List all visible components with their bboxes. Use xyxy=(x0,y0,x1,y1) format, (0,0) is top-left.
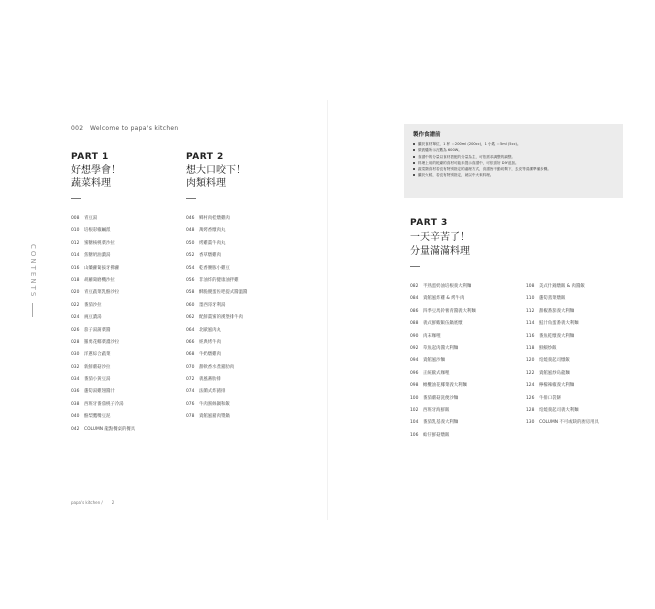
list-item[interactable]: 120 焙燒義起司燉飯 xyxy=(526,358,570,364)
list-item[interactable]: 128 焙燒義起司義大利麵 xyxy=(526,407,579,413)
list-item[interactable]: 122 貴館風炒烏龍麵 xyxy=(526,370,570,376)
list-item[interactable]: 014 焦糖奶油濃湯 xyxy=(71,253,111,259)
bullet-icon xyxy=(413,143,415,145)
note-item: 繼於火候，若沒有特別指定，就以中火來料理。 xyxy=(413,172,551,178)
list-item[interactable]: 116 番魚乾燉義大利麵 xyxy=(526,333,575,339)
list-item[interactable]: 042 COLUMN 龍點餐桌的餐具 xyxy=(71,426,136,432)
list-item[interactable]: 068 牛奶燉雞肉 xyxy=(186,352,221,358)
bullet-icon xyxy=(413,156,415,158)
list-item[interactable]: 032 新鮮蘑菇沙拉 xyxy=(71,364,111,370)
running-header xyxy=(71,125,179,132)
footer-text: papa's kitchen / xyxy=(71,500,103,505)
part3-rule xyxy=(410,266,420,267)
part2-title-line2: 肉類料理 xyxy=(186,178,226,189)
bullet-icon xyxy=(413,168,415,170)
note-item: 繼於食材單位，1 杯 ＝200ml (200cc)，1 小匙 ＝5ml (5cc)。 xyxy=(413,141,551,147)
list-item[interactable]: 118 鮮鰕炒飯 xyxy=(526,345,557,351)
list-item[interactable]: 082 半熟蛋奶油培根義大利麵 xyxy=(410,284,472,289)
part1-title-line2: 蔬菜料理 xyxy=(71,178,111,189)
list-item[interactable]: 100 番茄蘑菇洗便沙麵 xyxy=(410,395,459,401)
list-item[interactable]: 010 培根彩椒鹹派 xyxy=(71,228,111,234)
list-item[interactable]: 056 非油炸的健康油拌雞 xyxy=(186,277,239,283)
list-item[interactable]: 110 蘆筍蒸菜燉飯 xyxy=(526,296,566,302)
list-item[interactable]: 050 烤雞薑牛肉丸 xyxy=(186,240,226,246)
list-item[interactable]: 062 配鮮薑蜜的漢堡排牛肉 xyxy=(186,315,243,321)
list-item[interactable]: 070 甜軟香水煮豬肋肉 xyxy=(186,364,235,370)
list-item[interactable]: 094 貴館風沙麵 xyxy=(410,358,445,364)
list-item[interactable]: 040 酪梨鷹嘴豆泥 xyxy=(71,414,111,420)
notes-box xyxy=(404,124,623,198)
part3-label: PART 3 xyxy=(410,218,448,228)
list-item[interactable]: 046 鄉村肉桂燉雞肉 xyxy=(186,216,230,221)
note-item: 料理上用的乾燥的食材可能未提示食譜中，可依喜好 DIY追加。 xyxy=(413,160,551,166)
bullet-icon xyxy=(413,149,415,151)
part3-title-line2: 分量滿滿料理 xyxy=(410,246,470,257)
list-item[interactable]: 072 義風蕃肋排 xyxy=(186,377,221,383)
list-item[interactable]: 086 四季豆馬鈴薯青醬義大利麵 xyxy=(410,308,476,314)
header-text: Welcome to papa's kitchen xyxy=(89,125,179,132)
part2-rule xyxy=(186,198,196,199)
list-item[interactable]: 076 牛肉蜜絲鍋和飯 xyxy=(186,401,230,407)
part2-label: PART 2 xyxy=(186,152,224,162)
note-item: 微波爐所示瓦數為 600W。 xyxy=(413,147,551,153)
bullet-icon xyxy=(413,174,415,176)
part1-rule xyxy=(71,198,81,199)
list-item[interactable]: 026 茄子湯蒲菜醬 xyxy=(71,327,111,333)
contents-side-label: CONTENTS xyxy=(29,244,37,299)
part3-list-col1 xyxy=(410,281,476,442)
note-item: 蔬菜類食材若沒有特別指定的處理方式，食譜皆不動切剩下，去皮等清潔準備步驟。 xyxy=(413,166,551,172)
list-item[interactable]: 064 北歐風肉丸 xyxy=(186,327,221,333)
list-item[interactable]: 108 美式什錦燉飯 & 肉醬飯 xyxy=(526,284,585,289)
list-item[interactable]: 084 貴館風炸雞 & 烤牛肉 xyxy=(410,296,465,302)
side-divider xyxy=(32,303,33,317)
part1-title-line1: 好想學會！ xyxy=(71,165,121,176)
list-item[interactable]: 060 墨西哥牙利湯 xyxy=(186,302,226,308)
list-item[interactable]: 052 香草燉雞肉 xyxy=(186,253,221,259)
list-item[interactable]: 102 西班牙海鮮飯 xyxy=(410,407,450,413)
page-gutter xyxy=(327,100,328,520)
list-item[interactable]: 126 牛排口袋餅 xyxy=(526,395,561,401)
footer-page-number: 2 xyxy=(111,500,115,505)
page-footer xyxy=(71,500,114,505)
part1-list xyxy=(71,213,135,436)
bullet-icon xyxy=(413,162,415,164)
list-item[interactable]: 124 檸檬辣椒義大利麵 xyxy=(526,383,575,389)
list-item[interactable]: 030 洋蔥綜合蔬菜 xyxy=(71,352,111,358)
list-item[interactable]: 088 義式鮮蝦飯伍鍋底燉 xyxy=(410,321,463,327)
list-item[interactable]: 048 萬烤香燉肉丸 xyxy=(186,228,226,234)
list-item[interactable]: 112 甜椒番茄義大利麵 xyxy=(526,308,575,314)
list-item[interactable]: 096 正統歐式咖哩 xyxy=(410,370,450,376)
list-item[interactable]: 090 肉末咖哩 xyxy=(410,333,441,339)
list-item[interactable]: 058 酥脆優蛋佐吧提式醬溫醬 xyxy=(186,290,248,296)
list-item[interactable]: 114 鮭汁角蛋番義大利麵 xyxy=(526,321,579,327)
list-item[interactable]: 078 貴館風豬肉漿鍋 xyxy=(186,414,230,420)
part2-list xyxy=(186,213,247,424)
list-item[interactable]: 018 胡蘿蔔磨機沙拉 xyxy=(71,277,115,283)
list-item[interactable]: 036 蘆筍湯雞翅醬汁 xyxy=(71,389,115,395)
part3-title-line1: 一天辛苦了！ xyxy=(410,232,470,243)
list-item[interactable]: 028 羅勇花椰菜濃沙拉 xyxy=(71,339,120,345)
notes-list xyxy=(413,141,551,179)
part2-title-line1: 想大口咬下！ xyxy=(186,165,246,176)
list-item[interactable]: 092 草魚起肉醬大利麵 xyxy=(410,345,459,351)
list-item[interactable]: 106 蛤仔鮮菇燉飯 xyxy=(410,432,450,438)
note-item: 食譜中的分量以食材搭配的分量為主，可依需求調整的調整。 xyxy=(413,154,551,160)
list-item[interactable]: 034 番茄小黃豆湯 xyxy=(71,377,111,383)
list-item[interactable]: 024 豌豆濃湯 xyxy=(71,315,102,321)
list-item[interactable]: 008 青豆湯 xyxy=(71,216,98,221)
list-item[interactable]: 074 法蘭式炸豬排 xyxy=(186,389,226,395)
list-item[interactable]: 016 山藥蘿蔔拔牙佛蘿 xyxy=(71,265,120,271)
header-page-number: 002 xyxy=(71,125,84,132)
part1-label: PART 1 xyxy=(71,152,109,162)
list-item[interactable]: 054 乾香腰豚小雞豆 xyxy=(186,265,230,271)
part3-list-col2 xyxy=(526,281,599,430)
list-item[interactable]: 130 COLUMN 不可或缺的廚房用具 xyxy=(526,420,599,426)
list-item[interactable]: 012 蜜糖核桃菜沙拉 xyxy=(71,240,115,246)
list-item[interactable]: 022 番茄沙拉 xyxy=(71,302,102,308)
notes-title: 製作食譜前 xyxy=(413,132,441,138)
list-item[interactable]: 098 橄欖油花椰菜義大利麵 xyxy=(410,383,467,389)
list-item[interactable]: 104 番茄乳基義大利麵 xyxy=(410,420,459,426)
list-item[interactable]: 020 青豆蔬菜乳酪沙拉 xyxy=(71,290,120,296)
list-item[interactable]: 066 經典烤牛肉 xyxy=(186,339,221,345)
list-item[interactable]: 038 西班牙番茄桃子冷湯 xyxy=(71,401,124,407)
